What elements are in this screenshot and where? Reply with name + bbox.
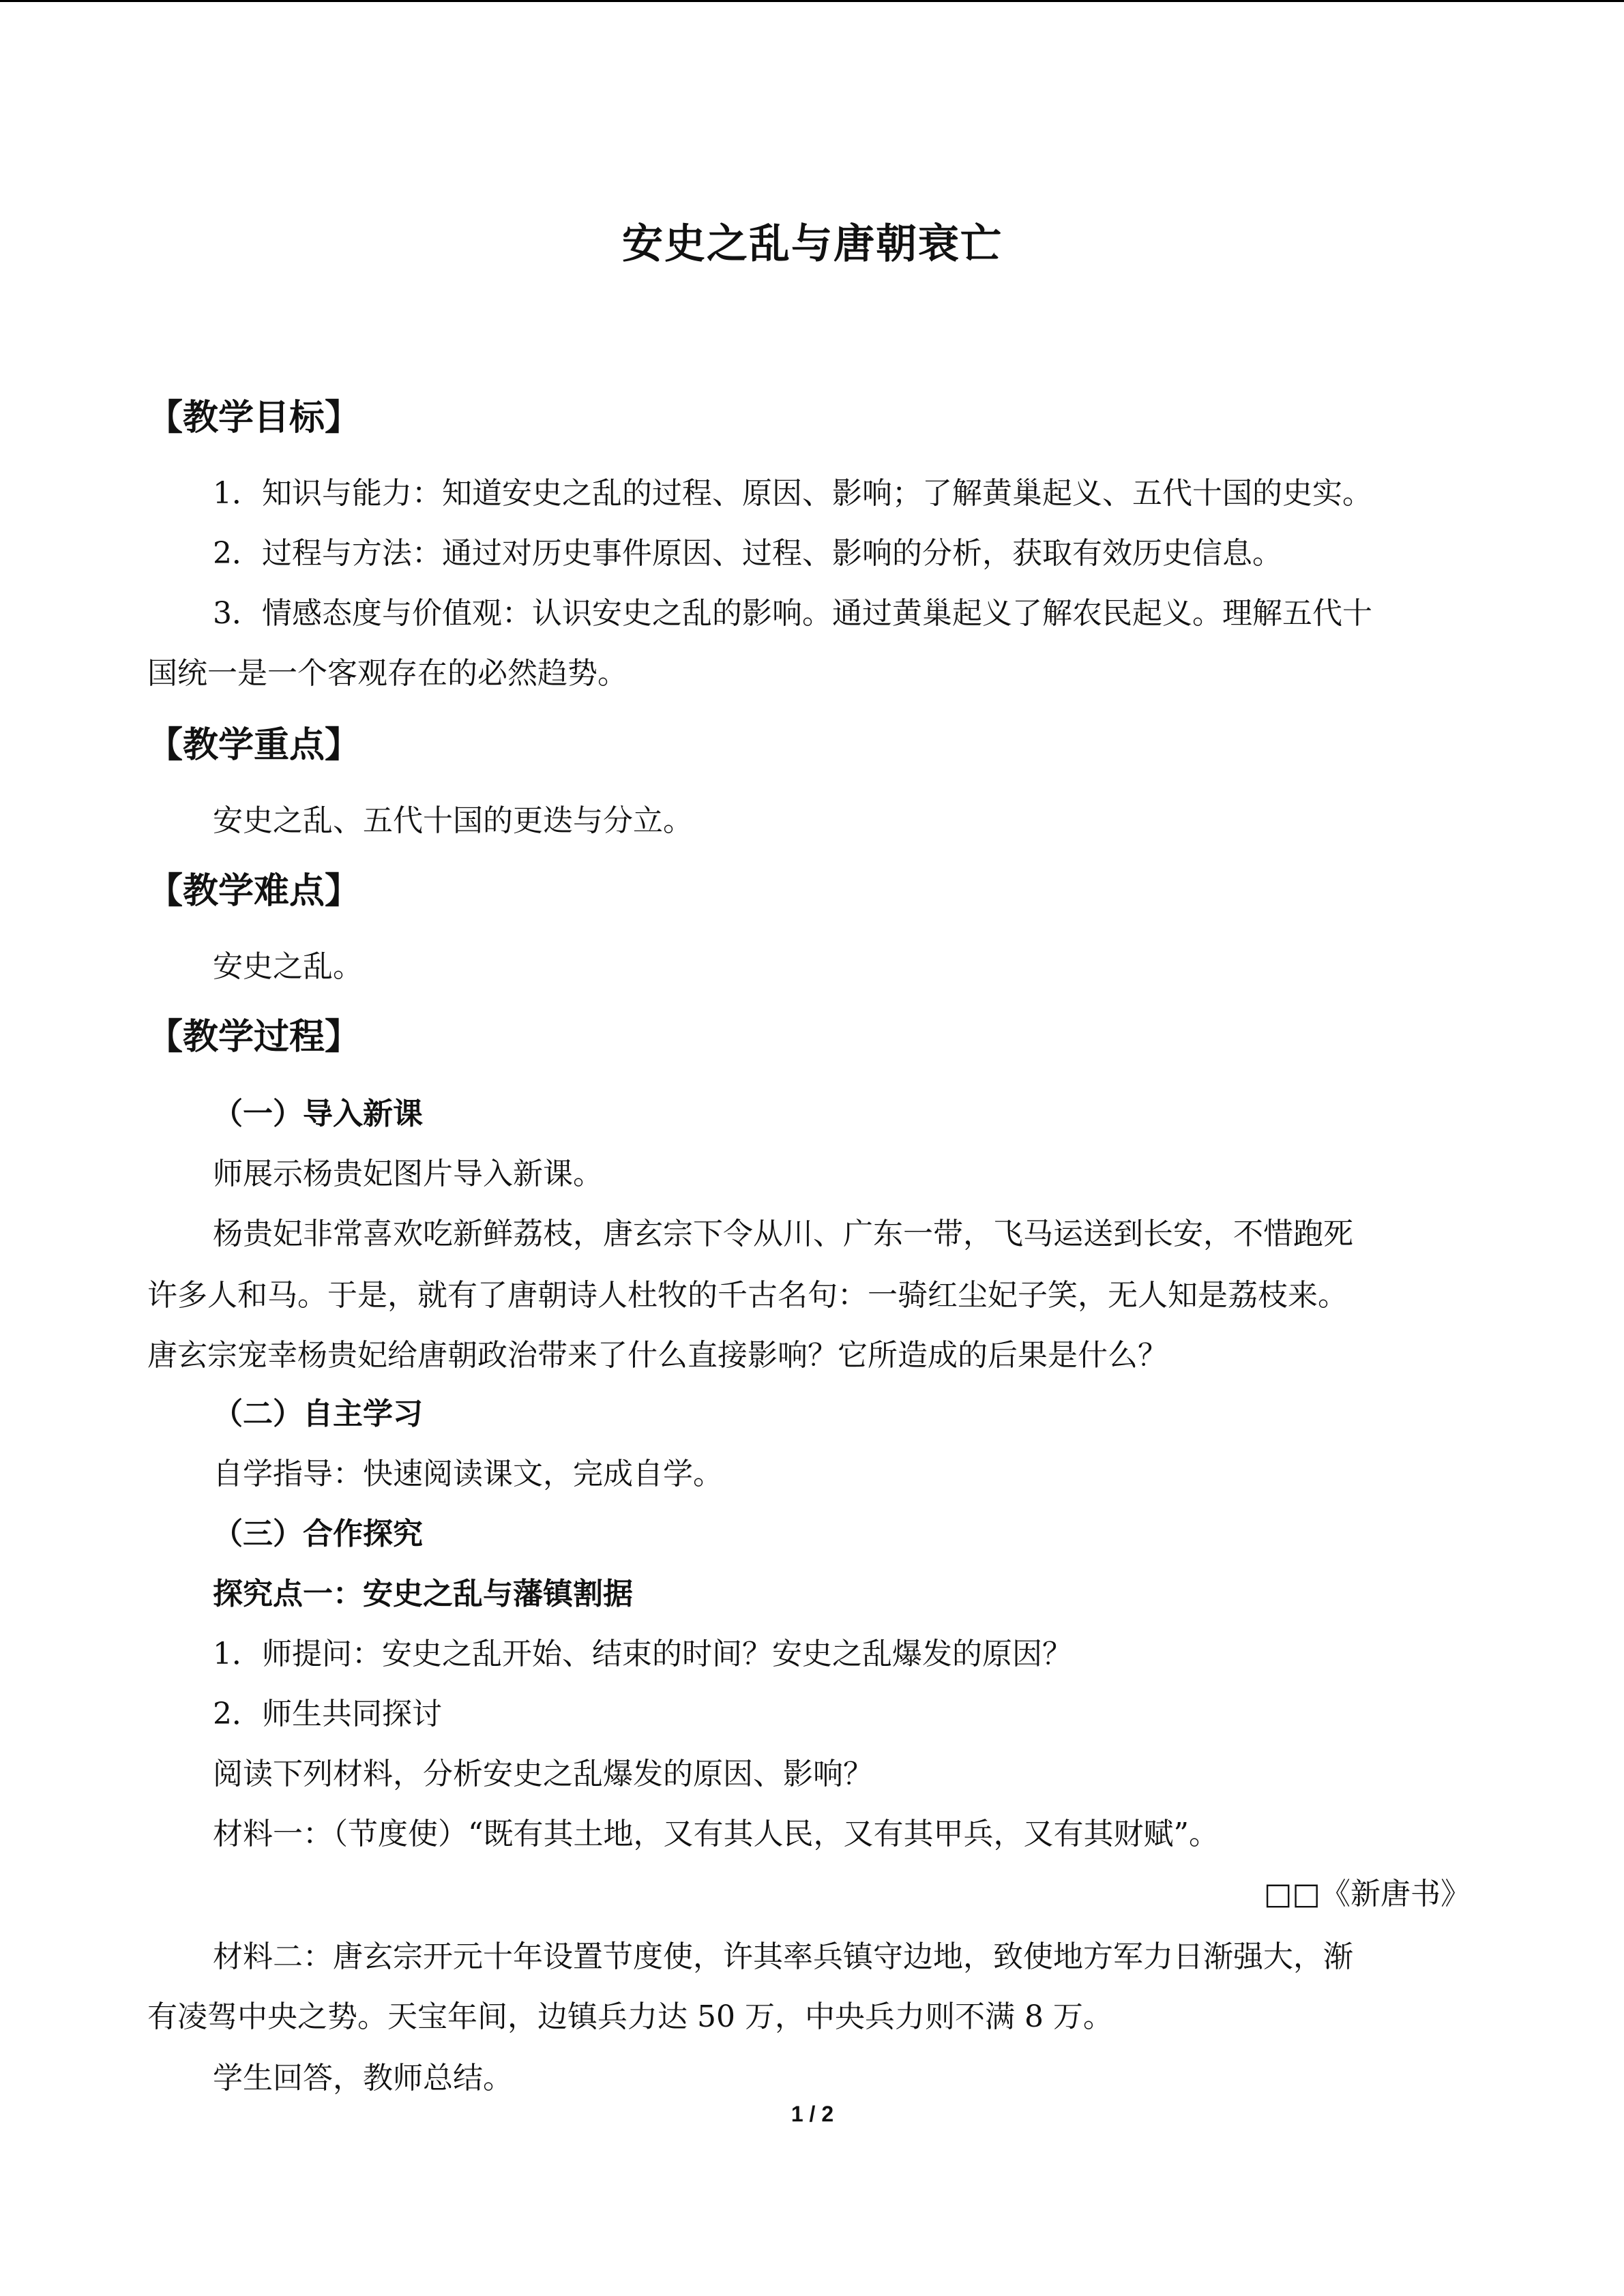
- objective-item-3: 3．情感态度与价值观：认识安史之乱的影响。通过黄巢起义了解农民起义。理解五代十: [213, 596, 1372, 631]
- difficulties-text: 安史之乱。: [213, 949, 363, 984]
- key-points-text: 安史之乱、五代十国的更迭与分立。: [213, 803, 693, 838]
- page-number: 1 / 2: [791, 2102, 834, 2126]
- part2-heading: （二）自主学习: [213, 1397, 423, 1431]
- material-2-line-2: 有凌驾中央之势。天宝年间，边镇兵力达 50 万，中央兵力则不满 8 万。: [147, 1999, 1113, 2034]
- objective-item-3-cont: 国统一是一个客观存在的必然趋势。: [147, 656, 628, 691]
- point1-heading: 探究点一：安史之乱与藩镇割据: [213, 1577, 633, 1611]
- material-1: 材料一：（节度使）“既有其土地，又有其人民，又有其甲兵，又有其财赋”。: [213, 1817, 1219, 1851]
- page-title: 安史之乱与唐朝衰亡: [622, 220, 1003, 268]
- heading-objectives: 【教学目标】: [147, 397, 361, 438]
- question-1: 1．师提问：安史之乱开始、结束的时间？安史之乱爆发的原因？: [213, 1637, 1072, 1671]
- part1-heading: （一）导入新课: [213, 1097, 423, 1131]
- top-border: [0, 0, 1624, 2]
- read-prompt: 阅读下列材料，分析安史之乱爆发的原因、影响？: [213, 1757, 873, 1791]
- conclusion-text: 学生回答，教师总结。: [213, 2061, 513, 2096]
- part1-text: 师展示杨贵妃图片导入新课。: [213, 1157, 603, 1191]
- heading-key-points: 【教学重点】: [147, 724, 361, 766]
- story-line-3: 唐玄宗宠幸杨贵妃给唐朝政治带来了什么直接影响？它所造成的后果是什么？: [147, 1338, 1168, 1373]
- part2-text: 自学指导：快速阅读课文，完成自学。: [213, 1457, 723, 1491]
- part3-heading: （三）合作探究: [213, 1517, 423, 1551]
- material-2-line-1: 材料二：唐玄宗开元十年设置节度使，许其率兵镇守边地，致使地方军力日渐强大，渐: [213, 1939, 1353, 1974]
- objective-item-2: 2．过程与方法：通过对历史事件原因、过程、影响的分析，获取有效历史信息。: [213, 536, 1282, 571]
- material-1-source: □□《新唐书》: [1263, 1877, 1471, 1911]
- story-line-1: 杨贵妃非常喜欢吃新鲜荔枝，唐玄宗下令从川、广东一带，飞马运送到长安，不惜跑死: [213, 1217, 1353, 1251]
- story-line-2: 许多人和马。于是，就有了唐朝诗人杜牧的千古名句：一骑红尘妃子笑，无人知是荔枝来。: [147, 1278, 1348, 1313]
- heading-difficulties: 【教学难点】: [147, 870, 361, 912]
- question-2: 2．师生共同探讨: [213, 1697, 442, 1731]
- objective-item-1: 1．知识与能力：知道安史之乱的过程、原因、影响；了解黄巢起义、五代十国的史实。: [213, 476, 1372, 511]
- heading-process: 【教学过程】: [147, 1016, 361, 1058]
